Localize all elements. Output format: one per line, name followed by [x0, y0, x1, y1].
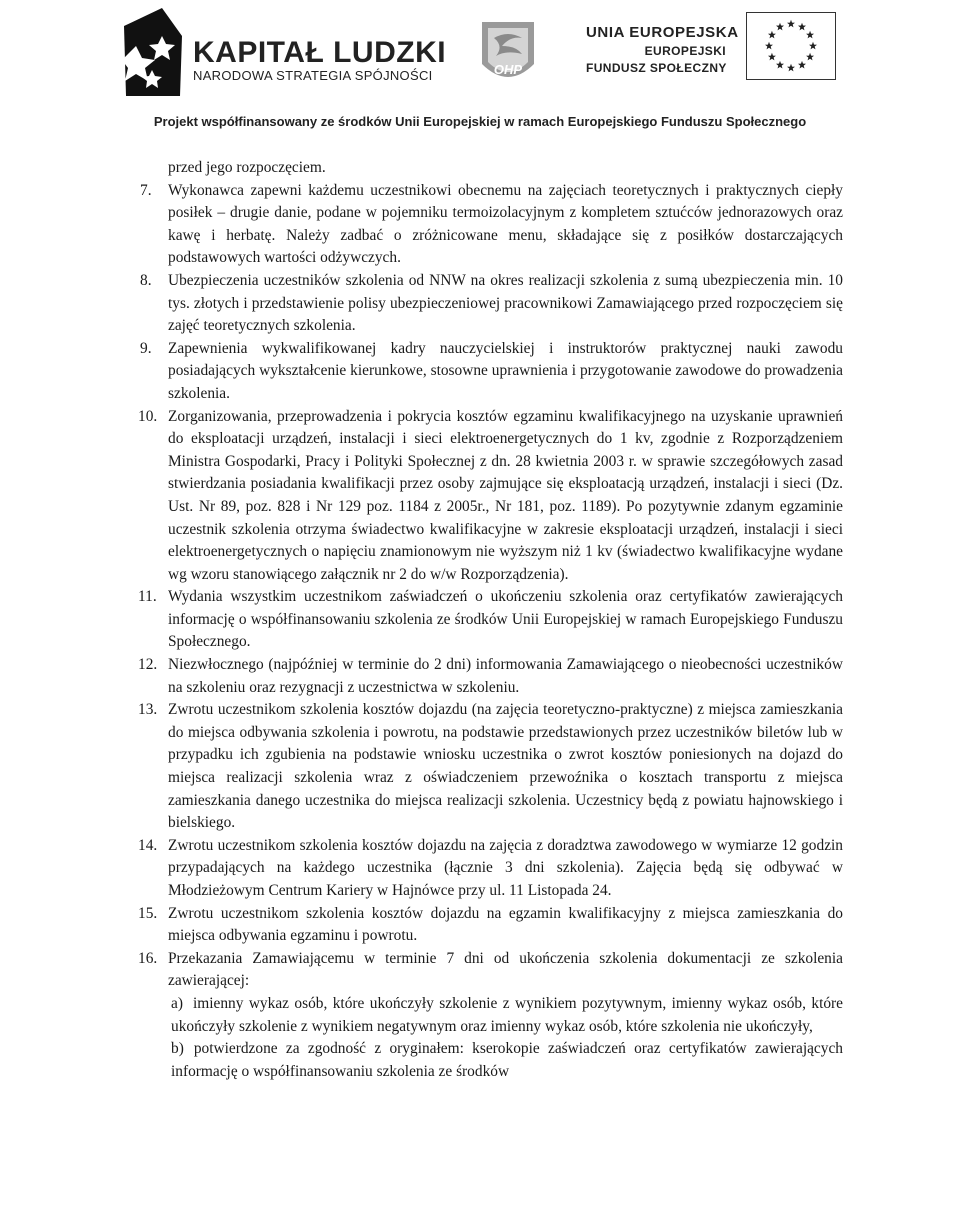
list-item: [140, 654, 843, 699]
sub-list-item: [171, 1038, 843, 1083]
ohp-logo-text: OHP: [493, 62, 523, 77]
list-item: [140, 835, 843, 903]
list-item: [140, 903, 843, 948]
list-item: [140, 948, 843, 993]
eu-line-2: EUROPEJSKI: [644, 44, 726, 58]
item-number: 8.: [140, 271, 152, 289]
logo-subtitle: NARODOWA STRATEGIA SPÓJNOŚCI: [193, 68, 433, 83]
list-item: [140, 586, 843, 654]
item-text: Zorganizowania, przeprowadzenia i pokrycia kosztów egzaminu kwalifikacyjnego na uzyskanie uprawnień do eksploatacji urządzeń, instalacji i sieci elektroenergetycznych do 1 kv, zgodnie z Rozporządzeniem Ministra Gospodarki, Pracy i Polityki Społecznej z dn. 28 kwietnia 2003 r. w sprawie szczegółowych zasad stwierdzania posiadania kwalifikacji przez osoby zajmujące się eksploatacją urządzeń, instalacji i sieci (Dz. Ust. Nr 89, poz. 828 i Nr 129 poz. 1184 z 2005r., Nr 181, poz. 1189). Po pozytywnie zdanym egzaminie uczestnik szkolenia otrzyma świadectwo kwalifikacyjne w zakresie eksploatacji urządzeń, instalacji i sieci elektroenergetycznych o napięciu znamionowym nie wyższym niż 1 kv (świadectwo kwalifikacyjne wydane wg wzoru stanowiącego załącznik nr 2 do w/w Rozporządzenia).: [168, 407, 843, 583]
list-item: [140, 338, 843, 406]
continuation-text: przed jego rozpoczęciem.: [168, 159, 326, 176]
item-text: Wydania wszystkim uczestnikom zaświadczeń o ukończeniu szkolenia oraz certyfikatów zawierających informację o współfinansowaniu szkolenia ze środków Unii Europejskiej w ramach Europejskiego Funduszu Społecznego.: [168, 588, 843, 651]
list-item: [140, 699, 843, 835]
item-text: Wykonawca zapewni każdemu uczestnikowi obecnemu na zajęciach teoretycznych i praktycznych ciepły posiłek – drugie danie, podane w pojemniku termoizolacyjnym z kompletem sztućców jednorazowych oraz kawę i herbatę. Należy zadbać o zróżnicowane menu, składające się z posiłków dostarczających podstawowych wartości odżywczych.: [168, 181, 843, 267]
kapital-ludzki-logo: [122, 6, 184, 98]
project-funding-line: Projekt współfinansowany ze środków Unii Europejskiej w ramach Europejskiego Funduszu Społecznego: [153, 114, 807, 129]
eu-flag-icon: [746, 12, 836, 80]
item-text: Zwrotu uczestnikom szkolenia kosztów dojazdu na egzamin kwalifikacyjny z miejsca zamieszkania do miejsca odbywania egzaminu i powrotu.: [168, 904, 843, 945]
page-header: [0, 0, 960, 140]
item-text: Przekazania Zamawiającemu w terminie 7 dni od ukończenia szkolenia dokumentacji ze szkolenia zawierającej:: [168, 949, 843, 990]
list-item: [140, 180, 843, 270]
sub-item-letter: b): [171, 1040, 184, 1058]
list-item: [140, 270, 843, 338]
item-number: 9.: [140, 339, 152, 357]
item-number: 16.: [138, 949, 158, 967]
eu-logo-text: [586, 24, 739, 75]
eu-line-1: UNIA EUROPEJSKA: [586, 24, 739, 41]
sub-item-text: potwierdzone za zgodność z oryginałem: kserokopie zaświadczeń oraz certyfikatów zawierających informację o współfinansowaniu szkolenia ze środków: [171, 1040, 843, 1080]
item-number: 14.: [138, 836, 158, 854]
sub-item-letter: a): [171, 994, 183, 1012]
document-body: [140, 157, 843, 1083]
item-number: 7.: [140, 181, 152, 199]
list-item: [140, 406, 843, 587]
item-number: 15.: [138, 904, 158, 922]
item-text: Zwrotu uczestnikom szkolenia kosztów dojazdu (na zajęcia teoretyczno-praktyczne) z miejsca zamieszkania do miejsca odbywania szkolenia i powrotu, na podstawie przedstawionych przez uczestników biletów lub w przypadku ich zgubienia na podstawie wniosku uczestnika o zwrot kosztów poniesionych na dojazd do miejsca realizacji szkolenia wraz z oświadczeniem przewoźnika o kosztach transportu z miejsca zamieszkania danego uczestnika do miejsca realizacji szkolenia. Uczestnicy będą z powiatu hajnowskiego i bielskiego.: [168, 701, 843, 832]
item-number: 12.: [138, 656, 158, 674]
item-text: Ubezpieczenia uczestników szkolenia od NNW na okres realizacji szkolenia z sumą ubezpieczenia min. 10 tys. złotych i przedstawienie polisy ubezpieczeniowej pracownikowi Zamawiającego przed rozpoczęciem się zajęć teoretycznych szkolenia.: [168, 271, 843, 335]
item-text: Zwrotu uczestnikom szkolenia kosztów dojazdu na zajęcia z doradztwa zawodowego w wymiarze 12 godzin przypadających na każdego uczestnika (łącznie 3 dni szkolenia). Zajęcia będą się odbywać w Młodzieżowym Centrum Kariery w Hajnówce przy ul. 11 Listopada 24.: [168, 836, 843, 899]
sub-list-item: [171, 993, 843, 1038]
item-text: Zapewnienia wykwalifikowanej kadry nauczycielskiej i instruktorów praktycznej nauki zawodu posiadających wykształcenie kierunkowe, stosowne uprawnienia i przygotowanie zawodowe do prowadzenia szkolenia.: [168, 339, 843, 402]
ohp-logo: [476, 16, 540, 90]
sub-item-text: imienny wykaz osób, które ukończyły szkolenie z wynikiem pozytywnym, imienny wykaz osób, które ukończyły szkolenie z wynikiem negatywnym oraz imienny wykaz osób, które szkolenia nie ukończyły,: [171, 994, 843, 1035]
item-number: 11.: [138, 588, 157, 606]
item-number: 13.: [138, 701, 158, 719]
eu-line-3: FUNDUSZ SPOŁECZNY: [586, 61, 727, 75]
item-text: Niezwłocznego (najpóźniej w terminie do 2 dni) informowania Zamawiającego o nieobecności uczestników na szkoleniu oraz rezygnacji z uczestnictwa w szkoleniu.: [168, 656, 843, 696]
logo-title: KAPITAŁ LUDZKI: [193, 36, 447, 69]
item-number: 10.: [138, 407, 158, 425]
